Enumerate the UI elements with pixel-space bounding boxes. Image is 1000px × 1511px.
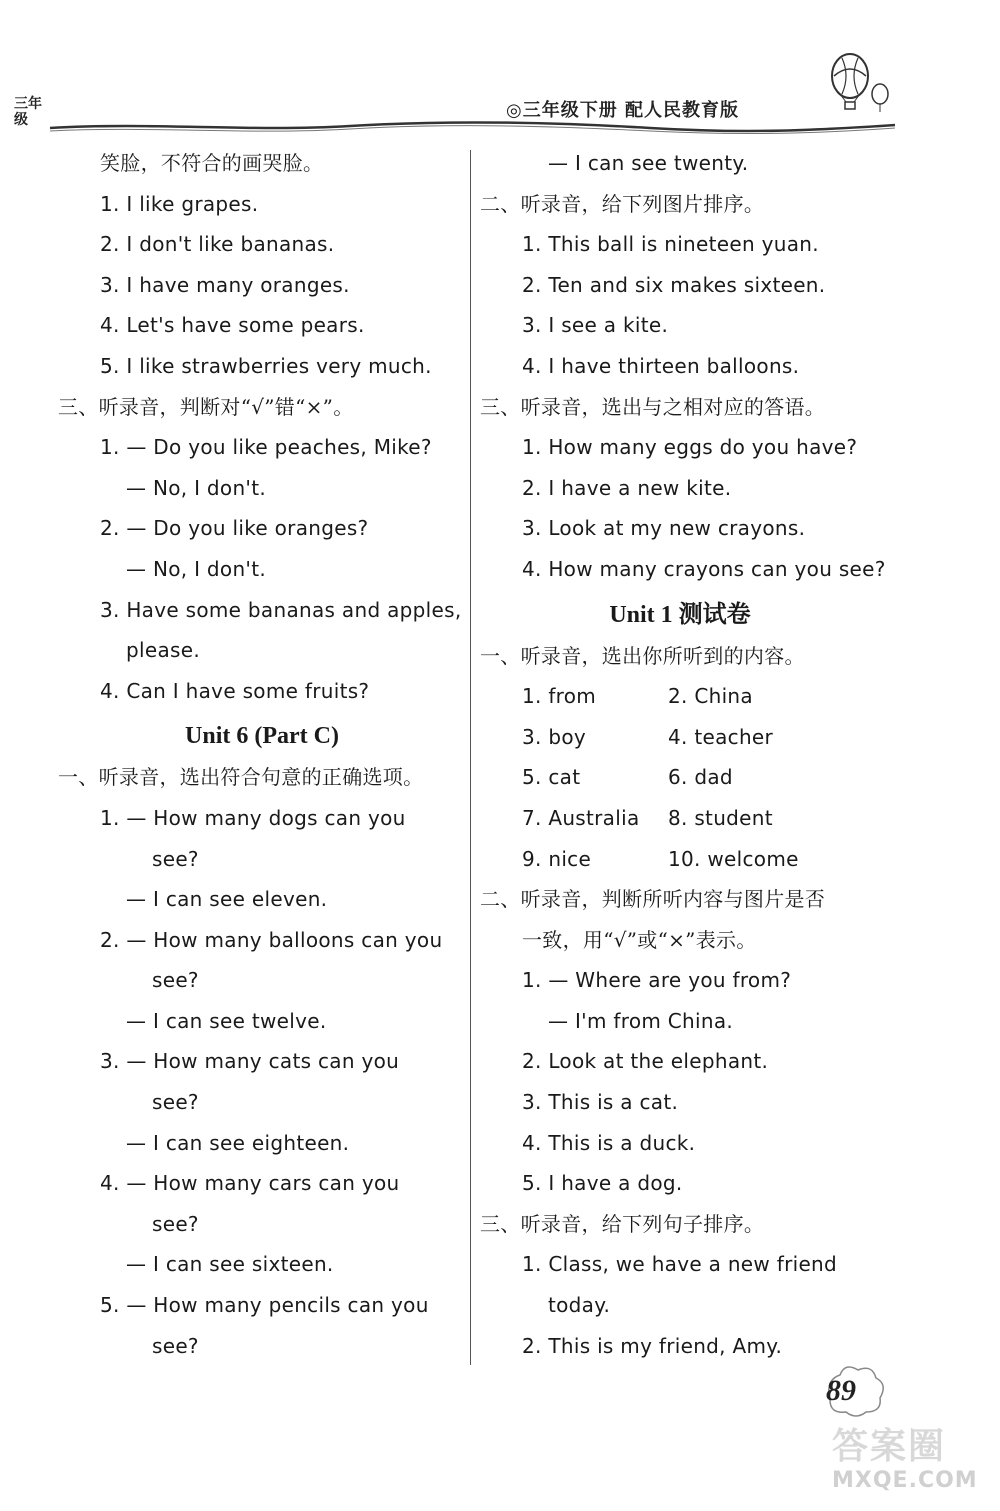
text-line: see? <box>152 1333 199 1358</box>
column-divider <box>470 150 471 1365</box>
header-side-mark: 三年级 <box>14 96 42 128</box>
text-line: — No, I don't. <box>126 556 267 581</box>
text-line: 2. I don't like bananas. <box>100 232 335 257</box>
page-header <box>0 0 1000 140</box>
text-line: 4. Can I have some fruits? <box>100 678 370 703</box>
text-line: — I can see twelve. <box>126 1008 327 1033</box>
answer-pair-row <box>480 757 880 798</box>
answer-pair-row <box>480 676 880 717</box>
text-line: today. <box>548 1293 611 1318</box>
instruction-line: 笑脸，不符合的画哭脸。 <box>100 151 324 175</box>
text-line: 3. I see a kite. <box>522 313 669 338</box>
text-line: 1. How many eggs do you have? <box>522 435 858 460</box>
answer-item: 4. teacher <box>668 724 774 749</box>
text-line: 5. I like strawberries very much. <box>100 353 432 378</box>
text-line: 4. How many crayons can you see? <box>522 556 886 581</box>
text-line: see? <box>152 846 199 871</box>
text-line: see? <box>152 1090 199 1115</box>
section-heading: Unit 1 测试卷 <box>609 601 751 628</box>
text-line: 2. — Do you like oranges? <box>100 516 369 541</box>
text-line: 1. — Where are you from? <box>522 968 792 993</box>
answer-item: 6. dad <box>668 765 733 790</box>
text-line: 2. I have a new kite. <box>522 475 732 500</box>
answer-item: 7. Australia <box>522 805 640 830</box>
page-number: 89 <box>826 1374 856 1407</box>
text-line: 2. This is my friend, Amy. <box>522 1333 783 1358</box>
text-line: see? <box>152 968 199 993</box>
watermark-logo: 答案圈 <box>832 1426 947 1467</box>
text-line: 3. I have many oranges. <box>100 272 350 297</box>
answer-item: 2. China <box>668 684 753 709</box>
left-column <box>58 143 466 1366</box>
text-line: 3. Have some bananas and apples, <box>100 597 462 622</box>
answer-pair-row <box>480 798 880 839</box>
text-line: 2. Ten and six makes sixteen. <box>522 272 826 297</box>
text-line: 1. — Do you like peaches, Mike? <box>100 435 432 460</box>
answer-item: 1. from <box>522 684 597 709</box>
answer-item: 10. welcome <box>668 846 799 871</box>
text-line: 3. This is a cat. <box>522 1090 679 1115</box>
answer-item: 3. boy <box>522 724 587 749</box>
right-column <box>480 143 886 1366</box>
answer-item: 5. cat <box>522 765 581 790</box>
text-line: 1. Class, we have a new friend <box>522 1252 838 1277</box>
text-line: 5. — How many pencils can you <box>100 1293 429 1318</box>
text-line: please. <box>126 638 200 663</box>
instruction-line: 一致，用“√”或“×”表示。 <box>522 927 757 952</box>
text-line: — No, I don't. <box>126 475 267 500</box>
text-line: — I can see sixteen. <box>126 1252 334 1277</box>
answer-item: 9. nice <box>522 846 592 871</box>
balloon-icon <box>818 50 898 130</box>
answer-pair-row <box>480 717 880 758</box>
text-line: 4. I have thirteen balloons. <box>522 353 800 378</box>
instruction-line: 一、听录音，选出你所听到的内容。 <box>480 643 805 668</box>
text-line: 2. Look at the elephant. <box>522 1049 769 1074</box>
text-line: 3. — How many cats can you <box>100 1049 400 1074</box>
text-line: 3. Look at my new crayons. <box>522 516 806 541</box>
text-line: 4. This is a duck. <box>522 1130 696 1155</box>
instruction-line: 二、听录音，给下列图片排序。 <box>480 191 765 216</box>
instruction-line: 二、听录音，判断所听内容与图片是否 <box>480 887 826 912</box>
text-line: — I can see eighteen. <box>126 1130 350 1155</box>
instruction-line: 三、听录音，选出与之相对应的答语。 <box>480 394 826 419</box>
text-line: see? <box>152 1211 199 1236</box>
instruction-line: 三、听录音，给下列句子排序。 <box>480 1211 765 1236</box>
text-line: 1. — How many dogs can you <box>100 805 406 830</box>
instruction-line: 三、听录音，判断对“√”错“×”。 <box>58 394 354 419</box>
text-line: — I'm from China. <box>548 1008 734 1033</box>
watermark-url: MXQE.COM <box>832 1468 978 1493</box>
text-line: — I can see twenty. <box>548 151 749 175</box>
answer-pair-row <box>480 839 880 880</box>
text-line: — I can see eleven. <box>126 887 328 912</box>
text-line: 5. I have a dog. <box>522 1171 683 1196</box>
section-heading: Unit 6 (Part C) <box>185 723 339 750</box>
text-line: 1. This ball is nineteen yuan. <box>522 232 819 257</box>
header-title: ◎三年级下册 配人民教育版 <box>506 100 739 121</box>
text-line: 2. — How many balloons can you <box>100 927 443 952</box>
text-line: 4. Let's have some pears. <box>100 313 365 338</box>
instruction-line: 一、听录音，选出符合句意的正确选项。 <box>58 765 424 790</box>
text-line: 1. I like grapes. <box>100 191 259 216</box>
answer-item: 8. student <box>668 805 773 830</box>
text-line: 4. — How many cars can you <box>100 1171 400 1196</box>
